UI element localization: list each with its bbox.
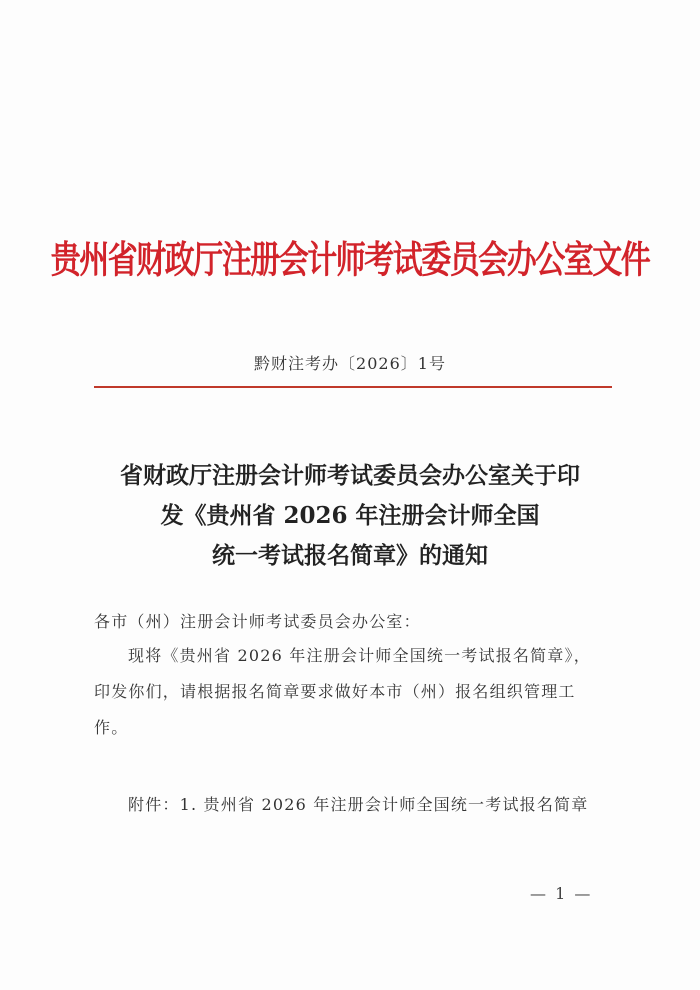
masthead-red-header: 贵州省财政厅注册会计师考试委员会办公室文件 [50, 238, 650, 283]
salutation: 各市（州）注册会计师考试委员会办公室： [94, 612, 421, 631]
title-line-3: 统一考试报名简章》的通知 [212, 542, 488, 569]
title-line-2: 发《贵州省 2026 年注册会计师全国 [160, 502, 540, 529]
notice-title [0, 456, 700, 576]
title-line-1: 省财政厅注册会计师考试委员会办公室关于印 [120, 462, 580, 489]
body-line-2: 印发你们，请根据报名简章要求做好本市（州）报名组织管理工 [94, 682, 576, 701]
document-number: 黔财注考办〔2026〕1号 [254, 354, 446, 373]
body-line-3: 作。 [94, 718, 129, 737]
body-paragraph [94, 638, 614, 746]
page-number: — 1 — [530, 884, 593, 903]
body-line-1: 现将《贵州省 2026 年注册会计师全国统一考试报名简章》， [128, 646, 591, 665]
red-divider-line [94, 386, 612, 388]
attachment-line: 附件：1. 贵州省 2026 年注册会计师全国统一考试报名简章 [128, 795, 589, 814]
